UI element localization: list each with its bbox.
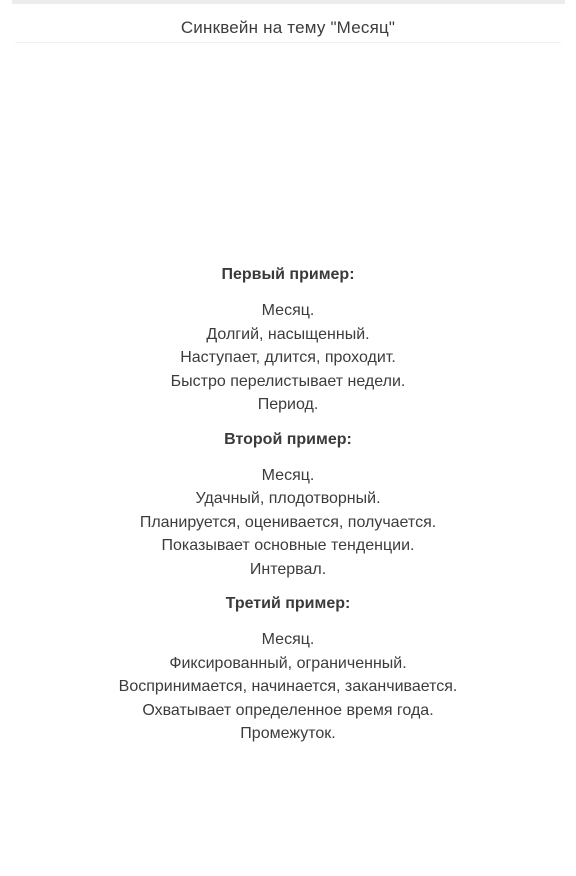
poem-line: Период. <box>257 396 319 413</box>
poem-line: Интервал. <box>249 560 327 578</box>
example-heading: Первый пример: <box>221 266 355 283</box>
example-third <box>0 593 576 746</box>
page-title: Синквейн на тему "Месяц" <box>180 18 396 37</box>
example-heading: Второй пример: <box>224 430 352 448</box>
syncwine-content <box>0 264 576 758</box>
poem-line: Показывает основные тенденции. <box>161 537 415 554</box>
poem-line: Фиксированный, ограниченный. <box>169 654 407 672</box>
poem-line: Месяц. <box>261 302 315 319</box>
poem-line: Быстро перелистывает недели. <box>170 372 406 390</box>
example-first <box>0 264 576 417</box>
poem-line: Месяц. <box>261 466 315 484</box>
poem-line: Воспринимается, начинается, заканчивается. <box>118 678 458 695</box>
poem-line: Долгий, насыщенный. <box>206 325 370 343</box>
example-second <box>0 429 576 582</box>
poem-line: Планируется, оценивается, получается. <box>139 513 437 531</box>
example-heading: Третий пример: <box>225 595 351 612</box>
poem-line: Месяц. <box>261 631 315 648</box>
poem-line: Промежуток. <box>240 725 336 742</box>
top-bar <box>12 0 565 4</box>
title-divider <box>15 42 561 43</box>
poem-line: Удачный, плодотворный. <box>195 490 381 507</box>
poem-line: Охватывает определенное время года. <box>142 701 434 719</box>
poem-line: Наступает, длится, проходит. <box>180 349 396 366</box>
